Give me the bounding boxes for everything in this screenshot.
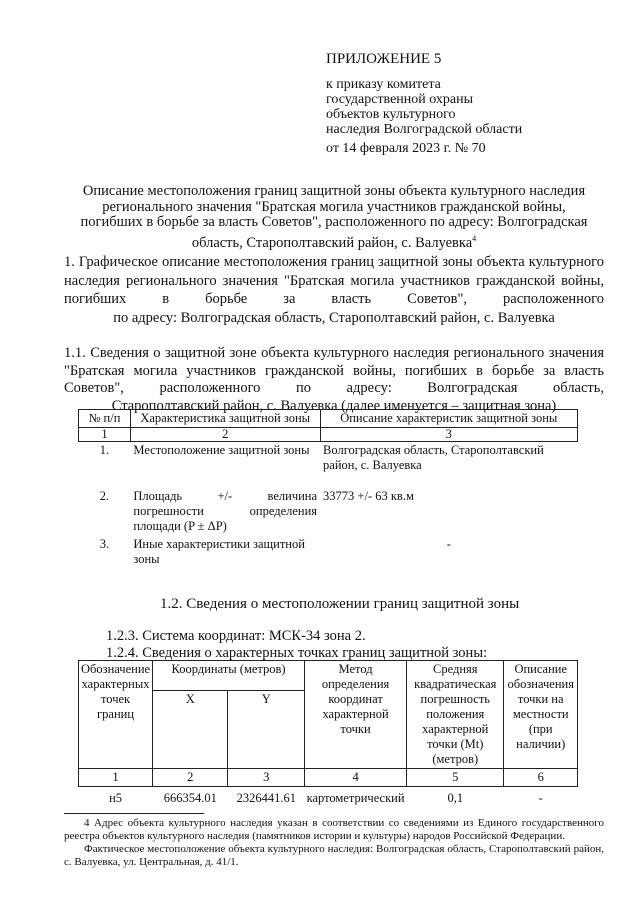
boundary-points-table <box>78 660 578 807</box>
section-1-2-4: 1.2.4. Сведения о характерных точках границ защитной зоны: <box>106 645 488 661</box>
section-1-2-heading: 1.2. Сведения о местоположении границ защитной зоны <box>160 596 520 612</box>
error: 0,1 <box>447 791 464 805</box>
header-description: Описание характеристик защитной зоны <box>320 410 577 428</box>
section-1-2-3: 1.2.3. Система координат: МСК-34 зона 2. <box>106 628 366 644</box>
column-number: 5 <box>407 769 504 787</box>
document-title <box>64 184 604 251</box>
column-number: 2 <box>130 428 320 442</box>
section-1-1-last-line: Старополтавский район, с. Валуевка (далее именуется – защитная зона) <box>111 397 557 414</box>
column-number: 1 <box>79 428 131 442</box>
header-x: X <box>153 691 228 769</box>
row-description: 33773 +/- 63 кв.м <box>323 488 414 503</box>
row-number: 3. <box>99 536 110 551</box>
coord-y: 2326441.61 <box>236 791 296 805</box>
header-coordinates: Координаты (метров) <box>153 661 305 691</box>
column-number: 3 <box>320 428 577 442</box>
row-description: Волгоградская область, Старополтавский район, с. Валуевка <box>323 443 544 472</box>
zone-characteristics-table <box>78 409 578 568</box>
order-line: объектов культурного <box>326 107 456 122</box>
table-row <box>79 442 578 488</box>
point-description: - <box>538 791 543 805</box>
footnote: 4 Адрес объекта культурного наследия указан в соответствии со сведениями из Единого государственного реестра объектов культурного наследия (памятников истории и культуры) народов Российской Федерации. <box>64 817 604 842</box>
point-id: н5 <box>109 791 123 805</box>
footnotes <box>64 817 604 869</box>
header-number: № п/п <box>79 410 131 428</box>
appendix-title: ПРИЛОЖЕНИЕ 5 <box>326 51 442 67</box>
method: картометрический <box>306 791 405 805</box>
table-row <box>79 488 578 536</box>
column-number-row <box>79 428 578 442</box>
row-characteristic: Местоположение защитной зоны <box>133 443 310 457</box>
row-number: 2. <box>99 488 110 503</box>
order-line: к приказу комитета <box>326 77 441 92</box>
table-row <box>79 787 578 808</box>
order-reference <box>326 77 522 137</box>
column-number: 2 <box>153 769 228 787</box>
header-y: Y <box>228 691 305 769</box>
title-line: область, Старополтавский район, с. Валуевка$^4$ <box>191 233 477 251</box>
footnote: Фактическое местоположение объекта культурного наследия: Волгоградская область, Старополтавский район, с. Валуевка, ул. Центральная, д. 41/1. <box>64 843 604 868</box>
row-characteristic: Иные характеристики защитной зоны <box>133 536 305 566</box>
column-number: 3 <box>228 769 305 787</box>
order-line: наследия Волгоградской области <box>326 122 523 137</box>
title-line: погибших в борьбе за власть Советов", расположенного по адресу: Волгоградская <box>80 214 588 230</box>
column-number-row <box>79 769 578 787</box>
order-line: государственной охраны <box>326 92 474 107</box>
table-row <box>79 536 578 568</box>
section-1-last-line: по адресу: Волгоградская область, Старополтавский район, с. Валуевка <box>113 309 555 326</box>
section-1-text: 1. Графическое описание местоположения границ защитной зоны объекта культурного наследия регионального значения "Братская могила участников гражданской войны, погибших в борьбе за власть Советов", расположенного <box>64 254 604 307</box>
row-description: - <box>446 536 451 551</box>
coord-x: 666354.01 <box>163 791 217 805</box>
section-1-1-text: 1.1. Сведения о защитной зоне объекта культурного наследия регионального значения "Братская могила участников гражданской войны, погибших в борьбе за власть Советов", расположенного по адресу: Волгоградская область, <box>64 345 604 396</box>
header-method: Метод определения координат характерной точки <box>305 661 407 769</box>
table-header-row <box>79 410 578 428</box>
header-error: Средняя квадратическая погрешность положения характерной точки (Mt) (метров) <box>407 661 504 769</box>
order-date: от 14 февраля 2023 г. № 70 <box>326 141 486 156</box>
header-point-description: Описание обозначения точки на местности (при наличии) <box>504 661 578 769</box>
header-characteristic: Характеристика защитной зоны <box>130 410 320 428</box>
title-line: регионального значения "Братская могила участников гражданской войны, <box>102 198 566 215</box>
section-1-1 <box>64 345 604 415</box>
row-characteristic: Площадь +/- величина погрешности определения площади (P ± ΔP) <box>133 488 318 533</box>
footnote-mark: 4 <box>472 233 477 243</box>
footnote-separator <box>64 813 204 814</box>
title-line: Описание местоположения границ защитной зоны объекта культурного наследия <box>82 183 586 199</box>
column-number: 6 <box>504 769 578 787</box>
table-header-row <box>79 661 578 691</box>
section-1 <box>64 253 604 327</box>
header-point: Обозначение характерных точек границ <box>79 661 153 769</box>
column-number: 1 <box>79 769 153 787</box>
column-number: 4 <box>305 769 407 787</box>
row-number: 1. <box>99 443 110 457</box>
